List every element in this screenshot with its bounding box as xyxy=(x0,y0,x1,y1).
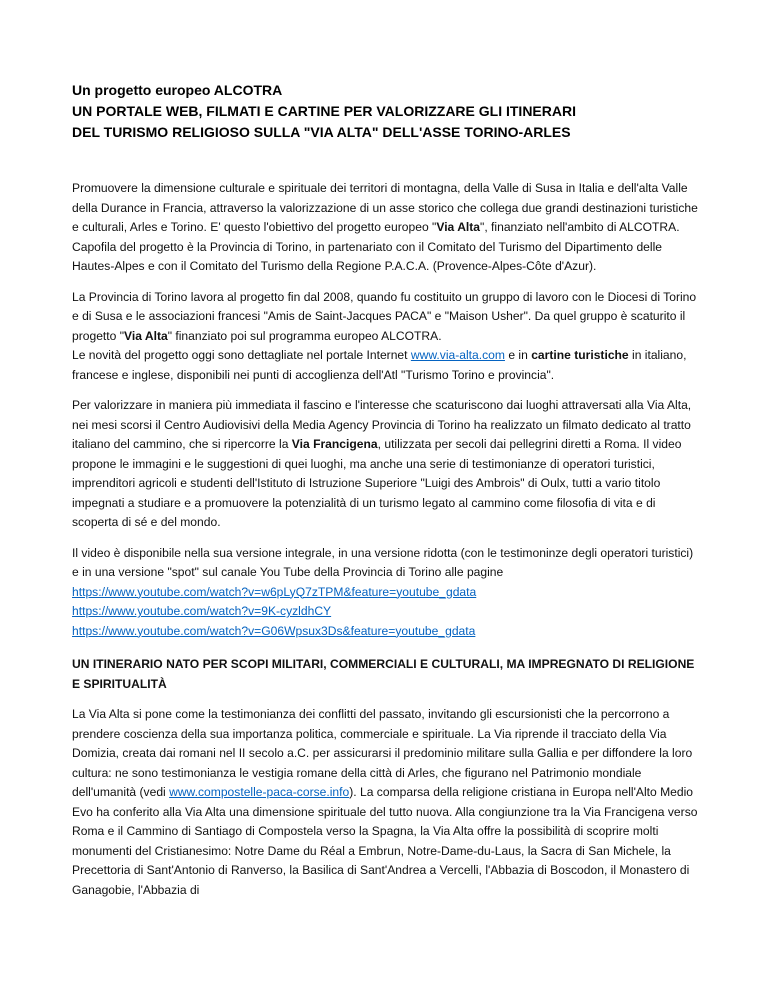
paragraph-1-text-2: ", finanziato nell'ambito di ALCOTRA. Capofila del progetto è la Provincia di Torino, in partenariato con il Comitato del Turismo del Dipartimento delle Hautes-Alpes e con il Comitato del Turismo della Regione P.A.C.A. (Provence-Alpes-Côte d'Azur). xyxy=(72,220,680,273)
paragraph-3 xyxy=(72,396,698,533)
paragraph-2-text-4: e in xyxy=(504,348,532,362)
title-line-1: Un progetto europeo ALCOTRA xyxy=(72,82,283,98)
paragraph-2-text-3: Le novità del progetto oggi sono dettagliate nel portale Internet xyxy=(72,348,411,362)
paragraph-2 xyxy=(72,288,698,386)
document-page xyxy=(72,80,698,900)
paragraph-4 xyxy=(72,544,698,583)
youtube-link-3[interactable]: https://www.youtube.com/watch?v=G06Wpsux3Ds&feature=youtube_gdata xyxy=(72,623,476,638)
via-alta-bold: Via Alta xyxy=(124,328,168,343)
via-alta-bold: Via Alta xyxy=(436,220,481,234)
via-alta-website-link[interactable]: www.via-alta.com xyxy=(410,348,505,362)
title-line-3: DEL TURISMO RELIGIOSO SULLA "VIA ALTA" DELL'ASSE TORINO-ARLES xyxy=(72,124,571,140)
paragraph-1-text: Promuovere la dimensione culturale e spirituale dei territori di montagna, della Valle di Susa in Italia e dell'alta Valle della Durance in Francia, attraverso la valorizzazione di un asse storico che collega due grandi destinazioni turistiche e culturali, Arles e Torino. E' questo l'obiettivo del progetto europeo " xyxy=(72,181,698,234)
youtube-link-1[interactable]: https://www.youtube.com/watch?v=w6pLyQ7zTPM&feature=youtube_gdata xyxy=(72,584,477,599)
via-francigena-bold: Via Francigena xyxy=(291,437,378,451)
paragraph-1 xyxy=(72,179,698,277)
cartine-turistiche-bold: cartine turistiche xyxy=(531,348,629,362)
title-line-2: UN PORTALE WEB, FILMATI E CARTINE PER VALORIZZARE GLI ITINERARI xyxy=(72,103,576,119)
youtube-link-2[interactable]: https://www.youtube.com/watch?v=9K-cyzldhCY xyxy=(72,604,332,618)
section-heading: UN ITINERARIO NATO PER SCOPI MILITARI, COMMERCIALI E CULTURALI, MA IMPREGNATO DI RELIGIONE E SPIRITUALITÀ xyxy=(72,657,695,691)
paragraph-5 xyxy=(72,705,698,900)
compostelle-website-link[interactable]: www.compostelle-paca-corse.info xyxy=(169,785,350,799)
youtube-links-list xyxy=(72,583,698,642)
paragraph-3-text-2: , utilizzata per secoli dai pellegrini diretti a Roma. Il video propone le immagini e le suggestioni di quei luoghi, ma anche una serie di testimonianze di operatori turistici, imprenditori agricoli e studenti dell'Istituto di Istruzione Superiore "Luigi des Ambrois" di Oulx, tutti a vario titolo impegnati a studiare e a promuovere la potenzialità di un turismo legato al cammino come filosofia di vita e di scoperta di sé e del mondo. xyxy=(72,437,682,529)
paragraph-2-text: La Provincia di Torino lavora al progetto fin dal 2008, quando fu costituito un gruppo di lavoro con le Diocesi di Torino e di Susa e le associazioni francesi "Amis de Saint-Jacques PACA" e "Maison Usher". Da quel gruppo è scaturito il progetto " xyxy=(72,289,697,343)
paragraph-2-text-2: " finanziato poi sul programma europeo ALCOTRA. xyxy=(167,328,442,343)
paragraph-2-text-5: in italiano, francese e inglese, disponibili nei punti di accoglienza dell'Atl "Turismo Torino e provincia". xyxy=(72,348,687,382)
paragraph-5-text-2: ). La comparsa della religione cristiana in Europa nell'Alto Medio Evo ha conferito alla Via Alta una dimensione spirituale del tutto nuova. Alla congiunzione tra la Via Francigena verso Roma e il Cammino di Santiago di Compostela verso la Spagna, la Via Alta offre la possibilità di scoprire molti monumenti del Cristianesimo: Notre Dame du Réal a Embrun, Notre-Dame-du-Laus, la Sacra di San Michele, la Precettoria di Sant'Antonio di Ranverso, la Basilica di Sant'Andrea a Vercelli, l'Abbazia di Boscodon, il Monastero di Ganagobie, l'Abbazia di xyxy=(72,785,698,897)
document-title xyxy=(72,80,698,143)
paragraph-3-text: Per valorizzare in maniera più immediata il fascino e l'interesse che scaturiscono dai luoghi attraversati alla Via Alta, nei mesi scorsi il Centro Audiovisivi della Media Agency Provincia di Torino ha realizzato un filmato dedicato al tratto italiano del cammino, che si ripercorre la xyxy=(72,398,692,451)
paragraph-4-text: Il video è disponibile nella sua versione integrale, in una versione ridotta (con le testimoninze degli operatori turistici) e in una versione "spot" sul canale You Tube della Provincia di Torino alle pagine xyxy=(72,545,694,579)
paragraph-5-text: La Via Alta si pone come la testimonianza dei conflitti del passato, invitando gli escursionisti che la percorrono a prendere coscienza della sua importanza politica, commerciale e spirituale. La Via riprende il tracciato della Via Domizia, creata dai romani nel II secolo a.C. per assicurarsi il predominio militare sulla Gallia e per diffondere la loro cultura: ne sono testimonianza le vestigia romane della città di Arles, che figurano nel Patrimonio mondiale dell'umanità (vedi xyxy=(72,707,693,799)
